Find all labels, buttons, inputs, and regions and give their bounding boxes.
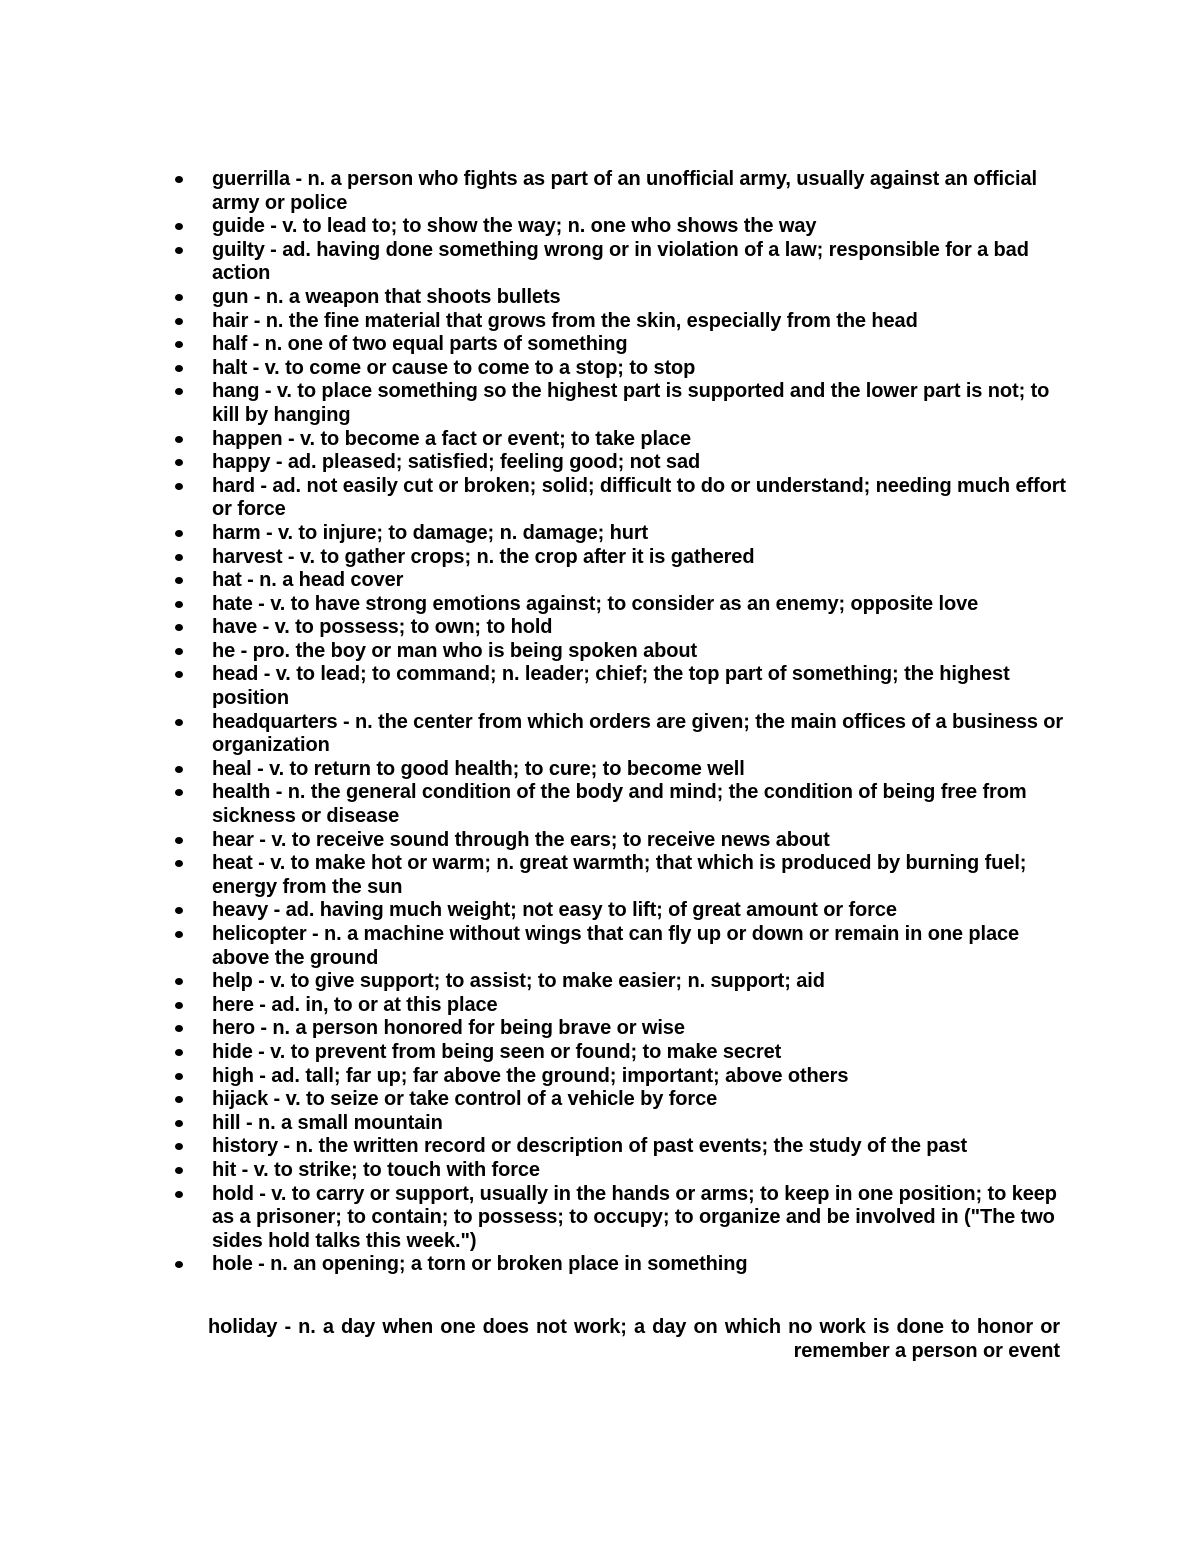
bullet-icon [175, 1261, 183, 1268]
vocabulary-entry [172, 640, 1072, 664]
vocabulary-entry [172, 1017, 1072, 1041]
entry-text: happy - ad. pleased; satisfied; feeling good; not sad [212, 451, 701, 474]
entry-text: hear - v. to receive sound through the ears; to receive news about [212, 828, 830, 851]
bullet-icon [175, 436, 183, 443]
bullet-icon [175, 1167, 183, 1174]
vocabulary-entry [172, 970, 1072, 994]
entry-text: hit - v. to strike; to touch with force [212, 1158, 540, 1181]
entry-text: hang - v. to place something so the highest part is supported and the lower part is not; to kill by hanging [212, 380, 1050, 426]
entry-text: here - ad. in, to or at this place [212, 993, 498, 1016]
vocabulary-entry [172, 1159, 1072, 1183]
vocabulary-entry [172, 475, 1072, 522]
bullet-icon [175, 719, 183, 726]
vocabulary-entry [172, 1088, 1072, 1112]
entry-text: high - ad. tall; far up; far above the ground; important; above others [212, 1064, 849, 1087]
trailing-entry: holiday - n. a day when one does not work; a day on which no work is done to honor or remember a person or event [208, 1316, 1060, 1362]
bullet-icon [175, 341, 183, 348]
vocabulary-entry [172, 711, 1072, 758]
bullet-icon [175, 1191, 183, 1198]
bullet-icon [175, 530, 183, 537]
vocabulary-entry [172, 333, 1072, 357]
vocabulary-entry [172, 569, 1072, 593]
vocabulary-entry [172, 380, 1072, 427]
bullet-icon [175, 648, 183, 655]
bullet-icon [175, 1002, 183, 1009]
vocabulary-entry [172, 758, 1072, 782]
entry-text: guide - v. to lead to; to show the way; n. one who shows the way [212, 215, 817, 238]
bullet-icon [175, 1073, 183, 1080]
vocabulary-entry [172, 357, 1072, 381]
entry-text: headquarters - n. the center from which orders are given; the main offices of a business or organization [212, 710, 1064, 757]
entry-text: half - n. one of two equal parts of something [212, 333, 628, 356]
bullet-icon [175, 223, 183, 230]
entry-text: guilty - ad. having done something wrong or in violation of a law; responsible for a bad action [212, 238, 1029, 285]
vocabulary-entry [172, 1041, 1072, 1065]
entry-text: health - n. the general condition of the body and mind; the condition of being free from sickness or disease [212, 781, 1027, 828]
entry-text: hate - v. to have strong emotions against; to consider as an enemy; opposite love [212, 592, 979, 615]
vocabulary-entry [172, 239, 1072, 286]
entry-text: helicopter - n. a machine without wings that can fly up or down or remain in one place above the ground [212, 923, 1020, 969]
entry-text: halt - v. to come or cause to come to a stop; to stop [212, 356, 696, 379]
entry-text: hole - n. an opening; a torn or broken place in something [212, 1253, 748, 1276]
bullet-icon [175, 365, 183, 372]
vocabulary-entry [172, 215, 1072, 239]
vocabulary-entry [172, 310, 1072, 334]
vocabulary-entry [172, 286, 1072, 310]
entry-text: gun - n. a weapon that shoots bullets [212, 285, 561, 308]
bullet-icon [175, 837, 183, 844]
bullet-icon [175, 624, 183, 631]
entry-text: have - v. to possess; to own; to hold [212, 616, 553, 639]
bullet-icon [175, 860, 183, 867]
entry-text: hide - v. to prevent from being seen or found; to make secret [212, 1040, 782, 1063]
vocabulary-entry [172, 522, 1072, 546]
bullet-icon [175, 907, 183, 914]
bullet-icon [175, 931, 183, 938]
entry-text: head - v. to lead; to command; n. leader; chief; the top part of something; the highest position [212, 663, 1010, 710]
entry-text: history - n. the written record or description of past events; the study of the past [212, 1135, 968, 1158]
vocabulary-entry [172, 546, 1072, 570]
bullet-icon [175, 1096, 183, 1103]
bullet-icon [175, 766, 183, 773]
entry-text: hair - n. the fine material that grows from the skin, especially from the head [212, 309, 918, 332]
entry-text: hijack - v. to seize or take control of a vehicle by force [212, 1088, 718, 1111]
vocabulary-entry [172, 899, 1072, 923]
entry-text: happen - v. to become a fact or event; to take place [212, 427, 691, 450]
bullet-icon [175, 601, 183, 608]
entry-text: hat - n. a head cover [212, 569, 404, 592]
vocabulary-list [172, 168, 1072, 1277]
bullet-icon [175, 318, 183, 325]
bullet-icon [175, 459, 183, 466]
bullet-icon [175, 577, 183, 584]
vocabulary-entry [172, 923, 1072, 970]
vocabulary-entry [172, 1253, 1072, 1277]
vocabulary-entry [172, 1183, 1072, 1254]
entry-text: hard - ad. not easily cut or broken; solid; difficult to do or understand; needing much effort or force [212, 474, 1066, 521]
entry-text: harm - v. to injure; to damage; n. damage; hurt [212, 521, 649, 544]
entry-text: guerrilla - n. a person who fights as part of an unofficial army, usually against an official army or police [212, 168, 1037, 214]
bullet-icon [175, 247, 183, 254]
entry-text: hero - n. a person honored for being brave or wise [212, 1017, 685, 1040]
vocabulary-entry [172, 428, 1072, 452]
bullet-icon [175, 1120, 183, 1127]
bullet-icon [175, 1143, 183, 1150]
vocabulary-entry [172, 1065, 1072, 1089]
vocabulary-entry [172, 852, 1072, 899]
vocabulary-entry [172, 1112, 1072, 1136]
vocabulary-entry [172, 663, 1072, 710]
vocabulary-entry [172, 1135, 1072, 1159]
entry-text: heal - v. to return to good health; to cure; to become well [212, 757, 745, 780]
entry-text: heavy - ad. having much weight; not easy to lift; of great amount or force [212, 899, 897, 922]
bullet-icon [175, 294, 183, 301]
vocabulary-entry [172, 781, 1072, 828]
entry-text: heat - v. to make hot or warm; n. great warmth; that which is produced by burning fuel; energy from the sun [212, 852, 1027, 898]
bullet-icon [175, 554, 183, 561]
vocabulary-entry [172, 593, 1072, 617]
bullet-icon [175, 789, 183, 796]
entry-text: he - pro. the boy or man who is being spoken about [212, 639, 698, 662]
vocabulary-entry [172, 616, 1072, 640]
vocabulary-entry [172, 994, 1072, 1018]
entry-text: harvest - v. to gather crops; n. the crop after it is gathered [212, 545, 755, 568]
vocabulary-entry [172, 829, 1072, 853]
bullet-icon [175, 978, 183, 985]
bullet-icon [175, 388, 183, 395]
bullet-icon [175, 1025, 183, 1032]
vocabulary-entry [172, 451, 1072, 475]
entry-text: help - v. to give support; to assist; to make easier; n. support; aid [212, 970, 825, 993]
entry-text: hold - v. to carry or support, usually in the hands or arms; to keep in one position; to keep as a prisoner; to contain; to possess; to occupy; to organize and be involved in ("The two sides hold talks this week.") [212, 1182, 1057, 1252]
bullet-icon [175, 176, 183, 183]
bullet-icon [175, 1049, 183, 1056]
vocabulary-entry [172, 168, 1072, 215]
bullet-icon [175, 483, 183, 490]
entry-text: hill - n. a small mountain [212, 1111, 443, 1134]
bullet-icon [175, 671, 183, 678]
